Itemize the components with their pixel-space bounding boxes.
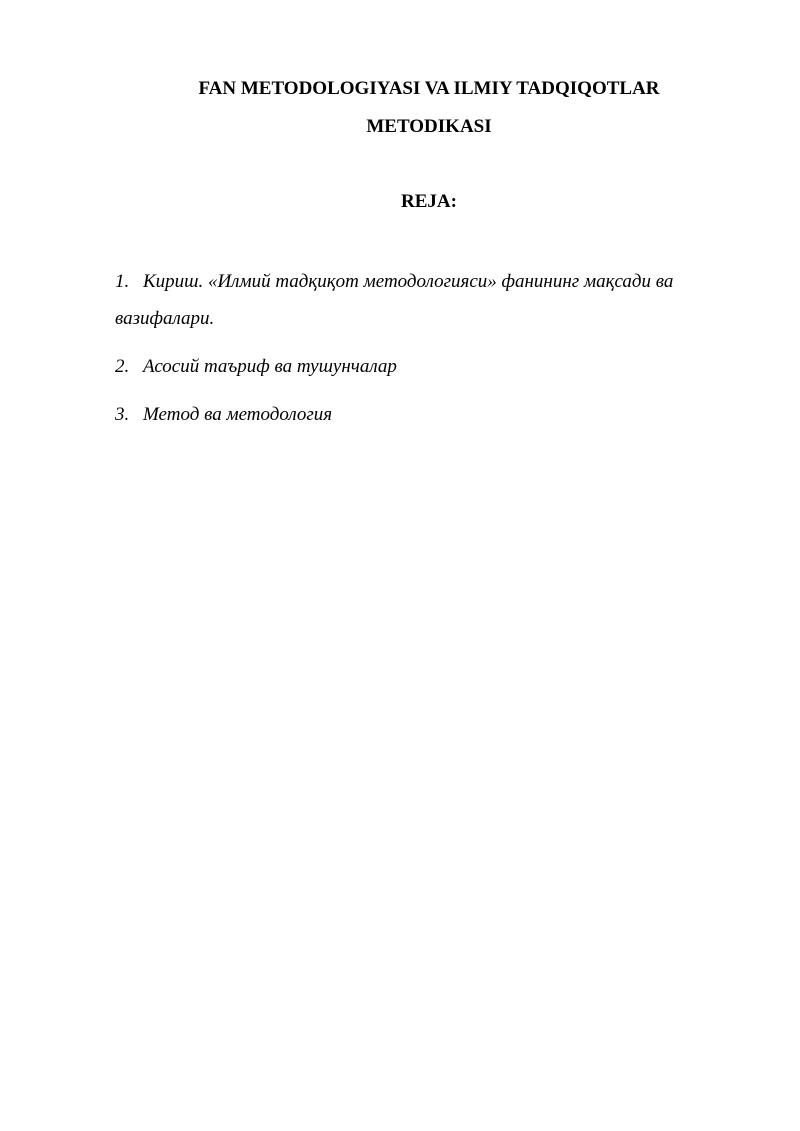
plan-heading: REJA:	[401, 191, 457, 212]
plan-item-number: 1.	[115, 271, 130, 292]
plan-list	[115, 263, 730, 444]
document-title-line-2: METODIKASI	[366, 116, 492, 137]
plan-item-2	[115, 348, 730, 385]
plan-item-number: 2.	[115, 356, 130, 377]
document-title-line-1: FAN METODOLOGIYASI VA ILMIY TADQIQOTLAR	[198, 78, 660, 99]
plan-item-text: Асосий таъриф ва тушунчалар	[143, 356, 397, 377]
plan-item-text: Кириш. «Илмий тадқиқот методологияси» фанининг мақсади ва вазифалари.	[115, 271, 674, 329]
plan-item-number: 3.	[115, 404, 130, 425]
plan-item-3	[115, 396, 730, 433]
plan-item-1	[115, 263, 730, 337]
plan-item-text: Метод ва методология	[143, 404, 333, 425]
